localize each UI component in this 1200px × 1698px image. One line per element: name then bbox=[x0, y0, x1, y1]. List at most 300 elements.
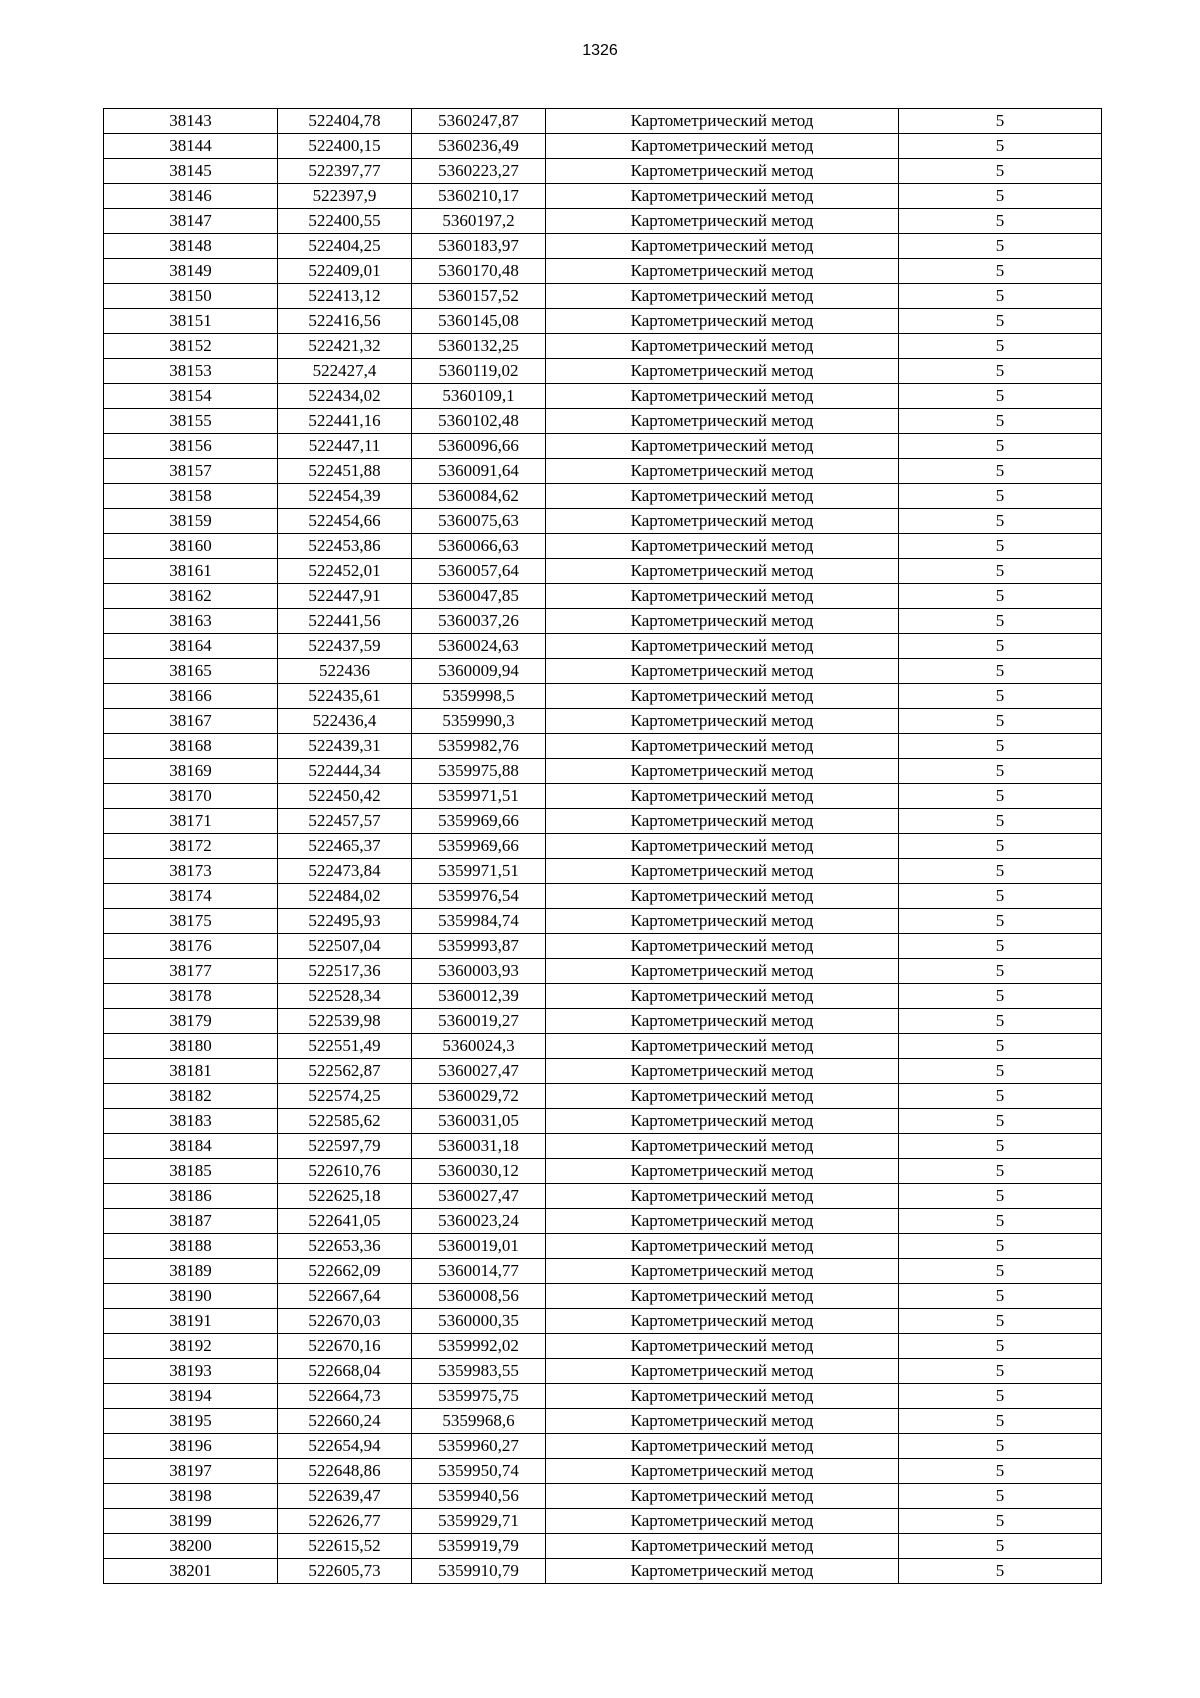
method-cell: Картометрический метод bbox=[546, 1184, 899, 1209]
y-coordinate-cell: 5360019,27 bbox=[412, 1009, 546, 1034]
y-coordinate-cell: 5360031,18 bbox=[412, 1134, 546, 1159]
accuracy-cell: 5 bbox=[899, 859, 1102, 884]
point-number-cell: 38179 bbox=[104, 1009, 278, 1034]
table-row bbox=[104, 1284, 1102, 1309]
x-coordinate-cell: 522441,16 bbox=[278, 409, 412, 434]
method-cell: Картометрический метод bbox=[546, 934, 899, 959]
point-number-cell: 38176 bbox=[104, 934, 278, 959]
method-cell: Картометрический метод bbox=[546, 1109, 899, 1134]
table-row bbox=[104, 1134, 1102, 1159]
y-coordinate-cell: 5360027,47 bbox=[412, 1184, 546, 1209]
y-coordinate-cell: 5360170,48 bbox=[412, 259, 546, 284]
method-cell: Картометрический метод bbox=[546, 1034, 899, 1059]
point-number-cell: 38195 bbox=[104, 1409, 278, 1434]
point-number-cell: 38175 bbox=[104, 909, 278, 934]
x-coordinate-cell: 522447,91 bbox=[278, 584, 412, 609]
y-coordinate-cell: 5360236,49 bbox=[412, 134, 546, 159]
point-number-cell: 38162 bbox=[104, 584, 278, 609]
accuracy-cell: 5 bbox=[899, 959, 1102, 984]
point-number-cell: 38161 bbox=[104, 559, 278, 584]
x-coordinate-cell: 522662,09 bbox=[278, 1259, 412, 1284]
x-coordinate-cell: 522507,04 bbox=[278, 934, 412, 959]
point-number-cell: 38188 bbox=[104, 1234, 278, 1259]
accuracy-cell: 5 bbox=[899, 359, 1102, 384]
method-cell: Картометрический метод bbox=[546, 1209, 899, 1234]
accuracy-cell: 5 bbox=[899, 1184, 1102, 1209]
point-number-cell: 38146 bbox=[104, 184, 278, 209]
method-cell: Картометрический метод bbox=[546, 159, 899, 184]
y-coordinate-cell: 5359983,55 bbox=[412, 1359, 546, 1384]
x-coordinate-cell: 522439,31 bbox=[278, 734, 412, 759]
y-coordinate-cell: 5360109,1 bbox=[412, 384, 546, 409]
point-number-cell: 38180 bbox=[104, 1034, 278, 1059]
x-coordinate-cell: 522473,84 bbox=[278, 859, 412, 884]
page-number: 1326 bbox=[582, 42, 618, 59]
table-row bbox=[104, 909, 1102, 934]
point-number-cell: 38189 bbox=[104, 1259, 278, 1284]
method-cell: Картометрический метод bbox=[546, 434, 899, 459]
method-cell: Картометрический метод bbox=[546, 859, 899, 884]
accuracy-cell: 5 bbox=[899, 1009, 1102, 1034]
method-cell: Картометрический метод bbox=[546, 1159, 899, 1184]
table-row bbox=[104, 859, 1102, 884]
accuracy-cell: 5 bbox=[899, 834, 1102, 859]
y-coordinate-cell: 5360197,2 bbox=[412, 209, 546, 234]
y-coordinate-cell: 5360027,47 bbox=[412, 1059, 546, 1084]
x-coordinate-cell: 522397,77 bbox=[278, 159, 412, 184]
y-coordinate-cell: 5359984,74 bbox=[412, 909, 546, 934]
x-coordinate-cell: 522585,62 bbox=[278, 1109, 412, 1134]
point-number-cell: 38198 bbox=[104, 1484, 278, 1509]
y-coordinate-cell: 5360066,63 bbox=[412, 534, 546, 559]
table-row bbox=[104, 334, 1102, 359]
point-number-cell: 38153 bbox=[104, 359, 278, 384]
point-number-cell: 38166 bbox=[104, 684, 278, 709]
point-number-cell: 38194 bbox=[104, 1384, 278, 1409]
accuracy-cell: 5 bbox=[899, 1434, 1102, 1459]
table-row bbox=[104, 1459, 1102, 1484]
x-coordinate-cell: 522416,56 bbox=[278, 309, 412, 334]
point-number-cell: 38193 bbox=[104, 1359, 278, 1384]
point-number-cell: 38157 bbox=[104, 459, 278, 484]
accuracy-cell: 5 bbox=[899, 709, 1102, 734]
y-coordinate-cell: 5359998,5 bbox=[412, 684, 546, 709]
method-cell: Картометрический метод bbox=[546, 284, 899, 309]
x-coordinate-cell: 522434,02 bbox=[278, 384, 412, 409]
accuracy-cell: 5 bbox=[899, 259, 1102, 284]
y-coordinate-cell: 5360057,64 bbox=[412, 559, 546, 584]
y-coordinate-cell: 5359968,6 bbox=[412, 1409, 546, 1434]
y-coordinate-cell: 5359992,02 bbox=[412, 1334, 546, 1359]
accuracy-cell: 5 bbox=[899, 1509, 1102, 1534]
point-number-cell: 38151 bbox=[104, 309, 278, 334]
method-cell: Картометрический метод bbox=[546, 1434, 899, 1459]
y-coordinate-cell: 5359990,3 bbox=[412, 709, 546, 734]
x-coordinate-cell: 522484,02 bbox=[278, 884, 412, 909]
x-coordinate-cell: 522435,61 bbox=[278, 684, 412, 709]
accuracy-cell: 5 bbox=[899, 1034, 1102, 1059]
y-coordinate-cell: 5359971,51 bbox=[412, 859, 546, 884]
accuracy-cell: 5 bbox=[899, 234, 1102, 259]
method-cell: Картометрический метод bbox=[546, 1359, 899, 1384]
table-row bbox=[104, 1484, 1102, 1509]
accuracy-cell: 5 bbox=[899, 684, 1102, 709]
point-number-cell: 38192 bbox=[104, 1334, 278, 1359]
table-row bbox=[104, 759, 1102, 784]
point-number-cell: 38147 bbox=[104, 209, 278, 234]
accuracy-cell: 5 bbox=[899, 1084, 1102, 1109]
point-number-cell: 38160 bbox=[104, 534, 278, 559]
accuracy-cell: 5 bbox=[899, 884, 1102, 909]
accuracy-cell: 5 bbox=[899, 1234, 1102, 1259]
method-cell: Картометрический метод bbox=[546, 234, 899, 259]
x-coordinate-cell: 522654,94 bbox=[278, 1434, 412, 1459]
table-row bbox=[104, 634, 1102, 659]
method-cell: Картометрический метод bbox=[546, 709, 899, 734]
table-row bbox=[104, 834, 1102, 859]
method-cell: Картометрический метод bbox=[546, 209, 899, 234]
y-coordinate-cell: 5360009,94 bbox=[412, 659, 546, 684]
point-number-cell: 38191 bbox=[104, 1309, 278, 1334]
y-coordinate-cell: 5359975,75 bbox=[412, 1384, 546, 1409]
accuracy-cell: 5 bbox=[899, 159, 1102, 184]
accuracy-cell: 5 bbox=[899, 584, 1102, 609]
point-number-cell: 38168 bbox=[104, 734, 278, 759]
accuracy-cell: 5 bbox=[899, 1534, 1102, 1559]
table-row bbox=[104, 1009, 1102, 1034]
table-row bbox=[104, 434, 1102, 459]
x-coordinate-cell: 522397,9 bbox=[278, 184, 412, 209]
x-coordinate-cell: 522660,24 bbox=[278, 1409, 412, 1434]
accuracy-cell: 5 bbox=[899, 1284, 1102, 1309]
x-coordinate-cell: 522427,4 bbox=[278, 359, 412, 384]
method-cell: Картометрический метод bbox=[546, 1084, 899, 1109]
y-coordinate-cell: 5360019,01 bbox=[412, 1234, 546, 1259]
method-cell: Картометрический метод bbox=[546, 684, 899, 709]
accuracy-cell: 5 bbox=[899, 1459, 1102, 1484]
y-coordinate-cell: 5360024,3 bbox=[412, 1034, 546, 1059]
x-coordinate-cell: 522444,34 bbox=[278, 759, 412, 784]
method-cell: Картометрический метод bbox=[546, 659, 899, 684]
method-cell: Картометрический метод bbox=[546, 1509, 899, 1534]
method-cell: Картометрический метод bbox=[546, 734, 899, 759]
point-number-cell: 38171 bbox=[104, 809, 278, 834]
table-row bbox=[104, 409, 1102, 434]
method-cell: Картометрический метод bbox=[546, 134, 899, 159]
accuracy-cell: 5 bbox=[899, 784, 1102, 809]
method-cell: Картометрический метод bbox=[546, 359, 899, 384]
point-number-cell: 38165 bbox=[104, 659, 278, 684]
x-coordinate-cell: 522625,18 bbox=[278, 1184, 412, 1209]
method-cell: Картометрический метод bbox=[546, 1459, 899, 1484]
table-row bbox=[104, 1509, 1102, 1534]
point-number-cell: 38144 bbox=[104, 134, 278, 159]
table-row bbox=[104, 1034, 1102, 1059]
coordinates-table-body bbox=[104, 109, 1102, 1584]
table-row bbox=[104, 709, 1102, 734]
accuracy-cell: 5 bbox=[899, 459, 1102, 484]
table-row bbox=[104, 359, 1102, 384]
accuracy-cell: 5 bbox=[899, 1059, 1102, 1084]
y-coordinate-cell: 5360119,02 bbox=[412, 359, 546, 384]
table-row bbox=[104, 959, 1102, 984]
method-cell: Картометрический метод bbox=[546, 1259, 899, 1284]
y-coordinate-cell: 5360075,63 bbox=[412, 509, 546, 534]
x-coordinate-cell: 522436 bbox=[278, 659, 412, 684]
x-coordinate-cell: 522436,4 bbox=[278, 709, 412, 734]
method-cell: Картометрический метод bbox=[546, 559, 899, 584]
accuracy-cell: 5 bbox=[899, 384, 1102, 409]
method-cell: Картометрический метод bbox=[546, 1059, 899, 1084]
accuracy-cell: 5 bbox=[899, 409, 1102, 434]
point-number-cell: 38159 bbox=[104, 509, 278, 534]
y-coordinate-cell: 5360030,12 bbox=[412, 1159, 546, 1184]
table-row bbox=[104, 459, 1102, 484]
point-number-cell: 38148 bbox=[104, 234, 278, 259]
accuracy-cell: 5 bbox=[899, 484, 1102, 509]
x-coordinate-cell: 522605,73 bbox=[278, 1559, 412, 1584]
method-cell: Картометрический метод bbox=[546, 784, 899, 809]
x-coordinate-cell: 522648,86 bbox=[278, 1459, 412, 1484]
method-cell: Картометрический метод bbox=[546, 1234, 899, 1259]
table-row bbox=[104, 1534, 1102, 1559]
accuracy-cell: 5 bbox=[899, 759, 1102, 784]
accuracy-cell: 5 bbox=[899, 1309, 1102, 1334]
table-row bbox=[104, 159, 1102, 184]
x-coordinate-cell: 522670,16 bbox=[278, 1334, 412, 1359]
accuracy-cell: 5 bbox=[899, 559, 1102, 584]
y-coordinate-cell: 5360091,64 bbox=[412, 459, 546, 484]
x-coordinate-cell: 522626,77 bbox=[278, 1509, 412, 1534]
table-row bbox=[104, 1259, 1102, 1284]
accuracy-cell: 5 bbox=[899, 1209, 1102, 1234]
table-row bbox=[104, 259, 1102, 284]
method-cell: Картометрический метод bbox=[546, 984, 899, 1009]
accuracy-cell: 5 bbox=[899, 1559, 1102, 1584]
method-cell: Картометрический метод bbox=[546, 384, 899, 409]
x-coordinate-cell: 522437,59 bbox=[278, 634, 412, 659]
x-coordinate-cell: 522400,55 bbox=[278, 209, 412, 234]
x-coordinate-cell: 522451,88 bbox=[278, 459, 412, 484]
x-coordinate-cell: 522670,03 bbox=[278, 1309, 412, 1334]
method-cell: Картометрический метод bbox=[546, 1484, 899, 1509]
accuracy-cell: 5 bbox=[899, 509, 1102, 534]
y-coordinate-cell: 5360024,63 bbox=[412, 634, 546, 659]
table-row bbox=[104, 1234, 1102, 1259]
y-coordinate-cell: 5359960,27 bbox=[412, 1434, 546, 1459]
y-coordinate-cell: 5359919,79 bbox=[412, 1534, 546, 1559]
method-cell: Картометрический метод bbox=[546, 584, 899, 609]
method-cell: Картометрический метод bbox=[546, 759, 899, 784]
accuracy-cell: 5 bbox=[899, 984, 1102, 1009]
point-number-cell: 38163 bbox=[104, 609, 278, 634]
accuracy-cell: 5 bbox=[899, 284, 1102, 309]
table-row bbox=[104, 1334, 1102, 1359]
accuracy-cell: 5 bbox=[899, 734, 1102, 759]
x-coordinate-cell: 522615,52 bbox=[278, 1534, 412, 1559]
x-coordinate-cell: 522454,66 bbox=[278, 509, 412, 534]
y-coordinate-cell: 5359969,66 bbox=[412, 834, 546, 859]
point-number-cell: 38154 bbox=[104, 384, 278, 409]
accuracy-cell: 5 bbox=[899, 309, 1102, 334]
accuracy-cell: 5 bbox=[899, 609, 1102, 634]
point-number-cell: 38184 bbox=[104, 1134, 278, 1159]
accuracy-cell: 5 bbox=[899, 1109, 1102, 1134]
point-number-cell: 38174 bbox=[104, 884, 278, 909]
table-row bbox=[104, 534, 1102, 559]
point-number-cell: 38196 bbox=[104, 1434, 278, 1459]
method-cell: Картометрический метод bbox=[546, 1334, 899, 1359]
point-number-cell: 38143 bbox=[104, 109, 278, 134]
y-coordinate-cell: 5359950,74 bbox=[412, 1459, 546, 1484]
table-row bbox=[104, 209, 1102, 234]
accuracy-cell: 5 bbox=[899, 1334, 1102, 1359]
y-coordinate-cell: 5360102,48 bbox=[412, 409, 546, 434]
point-number-cell: 38172 bbox=[104, 834, 278, 859]
x-coordinate-cell: 522653,36 bbox=[278, 1234, 412, 1259]
table-row bbox=[104, 1409, 1102, 1434]
method-cell: Картометрический метод bbox=[546, 834, 899, 859]
x-coordinate-cell: 522404,78 bbox=[278, 109, 412, 134]
table-row bbox=[104, 1359, 1102, 1384]
y-coordinate-cell: 5359910,79 bbox=[412, 1559, 546, 1584]
accuracy-cell: 5 bbox=[899, 809, 1102, 834]
method-cell: Картометрический метод bbox=[546, 1559, 899, 1584]
x-coordinate-cell: 522421,32 bbox=[278, 334, 412, 359]
table-row bbox=[104, 1109, 1102, 1134]
method-cell: Картометрический метод bbox=[546, 459, 899, 484]
method-cell: Картометрический метод bbox=[546, 1384, 899, 1409]
method-cell: Картометрический метод bbox=[546, 409, 899, 434]
accuracy-cell: 5 bbox=[899, 1359, 1102, 1384]
method-cell: Картометрический метод bbox=[546, 1134, 899, 1159]
table-row bbox=[104, 1184, 1102, 1209]
table-row bbox=[104, 134, 1102, 159]
table-row bbox=[104, 1309, 1102, 1334]
table-row bbox=[104, 184, 1102, 209]
method-cell: Картометрический метод bbox=[546, 509, 899, 534]
table-row bbox=[104, 1084, 1102, 1109]
method-cell: Картометрический метод bbox=[546, 1009, 899, 1034]
point-number-cell: 38186 bbox=[104, 1184, 278, 1209]
point-number-cell: 38150 bbox=[104, 284, 278, 309]
point-number-cell: 38170 bbox=[104, 784, 278, 809]
method-cell: Картометрический метод bbox=[546, 1284, 899, 1309]
x-coordinate-cell: 522639,47 bbox=[278, 1484, 412, 1509]
point-number-cell: 38145 bbox=[104, 159, 278, 184]
y-coordinate-cell: 5360023,24 bbox=[412, 1209, 546, 1234]
accuracy-cell: 5 bbox=[899, 534, 1102, 559]
x-coordinate-cell: 522447,11 bbox=[278, 434, 412, 459]
accuracy-cell: 5 bbox=[899, 1384, 1102, 1409]
table-row bbox=[104, 309, 1102, 334]
accuracy-cell: 5 bbox=[899, 659, 1102, 684]
method-cell: Картометрический метод bbox=[546, 534, 899, 559]
accuracy-cell: 5 bbox=[899, 1259, 1102, 1284]
method-cell: Картометрический метод bbox=[546, 259, 899, 284]
y-coordinate-cell: 5360210,17 bbox=[412, 184, 546, 209]
table-row bbox=[104, 809, 1102, 834]
point-number-cell: 38181 bbox=[104, 1059, 278, 1084]
x-coordinate-cell: 522465,37 bbox=[278, 834, 412, 859]
method-cell: Картометрический метод bbox=[546, 309, 899, 334]
method-cell: Картометрический метод bbox=[546, 609, 899, 634]
x-coordinate-cell: 522400,15 bbox=[278, 134, 412, 159]
point-number-cell: 38190 bbox=[104, 1284, 278, 1309]
table-row bbox=[104, 734, 1102, 759]
point-number-cell: 38178 bbox=[104, 984, 278, 1009]
x-coordinate-cell: 522539,98 bbox=[278, 1009, 412, 1034]
method-cell: Картометрический метод bbox=[546, 959, 899, 984]
x-coordinate-cell: 522454,39 bbox=[278, 484, 412, 509]
point-number-cell: 38164 bbox=[104, 634, 278, 659]
table-row bbox=[104, 559, 1102, 584]
table-row bbox=[104, 609, 1102, 634]
y-coordinate-cell: 5360000,35 bbox=[412, 1309, 546, 1334]
method-cell: Картометрический метод bbox=[546, 884, 899, 909]
x-coordinate-cell: 522404,25 bbox=[278, 234, 412, 259]
x-coordinate-cell: 522668,04 bbox=[278, 1359, 412, 1384]
x-coordinate-cell: 522610,76 bbox=[278, 1159, 412, 1184]
x-coordinate-cell: 522574,25 bbox=[278, 1084, 412, 1109]
point-number-cell: 38156 bbox=[104, 434, 278, 459]
y-coordinate-cell: 5360029,72 bbox=[412, 1084, 546, 1109]
point-number-cell: 38183 bbox=[104, 1109, 278, 1134]
accuracy-cell: 5 bbox=[899, 109, 1102, 134]
y-coordinate-cell: 5360014,77 bbox=[412, 1259, 546, 1284]
y-coordinate-cell: 5360132,25 bbox=[412, 334, 546, 359]
x-coordinate-cell: 522641,05 bbox=[278, 1209, 412, 1234]
table-row bbox=[104, 1059, 1102, 1084]
accuracy-cell: 5 bbox=[899, 134, 1102, 159]
point-number-cell: 38155 bbox=[104, 409, 278, 434]
y-coordinate-cell: 5359929,71 bbox=[412, 1509, 546, 1534]
accuracy-cell: 5 bbox=[899, 434, 1102, 459]
point-number-cell: 38167 bbox=[104, 709, 278, 734]
x-coordinate-cell: 522551,49 bbox=[278, 1034, 412, 1059]
table-row bbox=[104, 584, 1102, 609]
point-number-cell: 38152 bbox=[104, 334, 278, 359]
x-coordinate-cell: 522664,73 bbox=[278, 1384, 412, 1409]
coordinates-table bbox=[103, 108, 1102, 1584]
y-coordinate-cell: 5360008,56 bbox=[412, 1284, 546, 1309]
method-cell: Картометрический метод bbox=[546, 484, 899, 509]
y-coordinate-cell: 5360012,39 bbox=[412, 984, 546, 1009]
x-coordinate-cell: 522495,93 bbox=[278, 909, 412, 934]
y-coordinate-cell: 5360031,05 bbox=[412, 1109, 546, 1134]
accuracy-cell: 5 bbox=[899, 1409, 1102, 1434]
y-coordinate-cell: 5359993,87 bbox=[412, 934, 546, 959]
table-row bbox=[104, 1559, 1102, 1584]
point-number-cell: 38187 bbox=[104, 1209, 278, 1234]
table-row bbox=[104, 684, 1102, 709]
table-row bbox=[104, 484, 1102, 509]
table-row bbox=[104, 934, 1102, 959]
table-row bbox=[104, 1434, 1102, 1459]
x-coordinate-cell: 522562,87 bbox=[278, 1059, 412, 1084]
accuracy-cell: 5 bbox=[899, 634, 1102, 659]
x-coordinate-cell: 522528,34 bbox=[278, 984, 412, 1009]
accuracy-cell: 5 bbox=[899, 1159, 1102, 1184]
point-number-cell: 38200 bbox=[104, 1534, 278, 1559]
method-cell: Картометрический метод bbox=[546, 1309, 899, 1334]
accuracy-cell: 5 bbox=[899, 1484, 1102, 1509]
y-coordinate-cell: 5360157,52 bbox=[412, 284, 546, 309]
point-number-cell: 38185 bbox=[104, 1159, 278, 1184]
table-row bbox=[104, 509, 1102, 534]
table-row bbox=[104, 984, 1102, 1009]
y-coordinate-cell: 5359982,76 bbox=[412, 734, 546, 759]
